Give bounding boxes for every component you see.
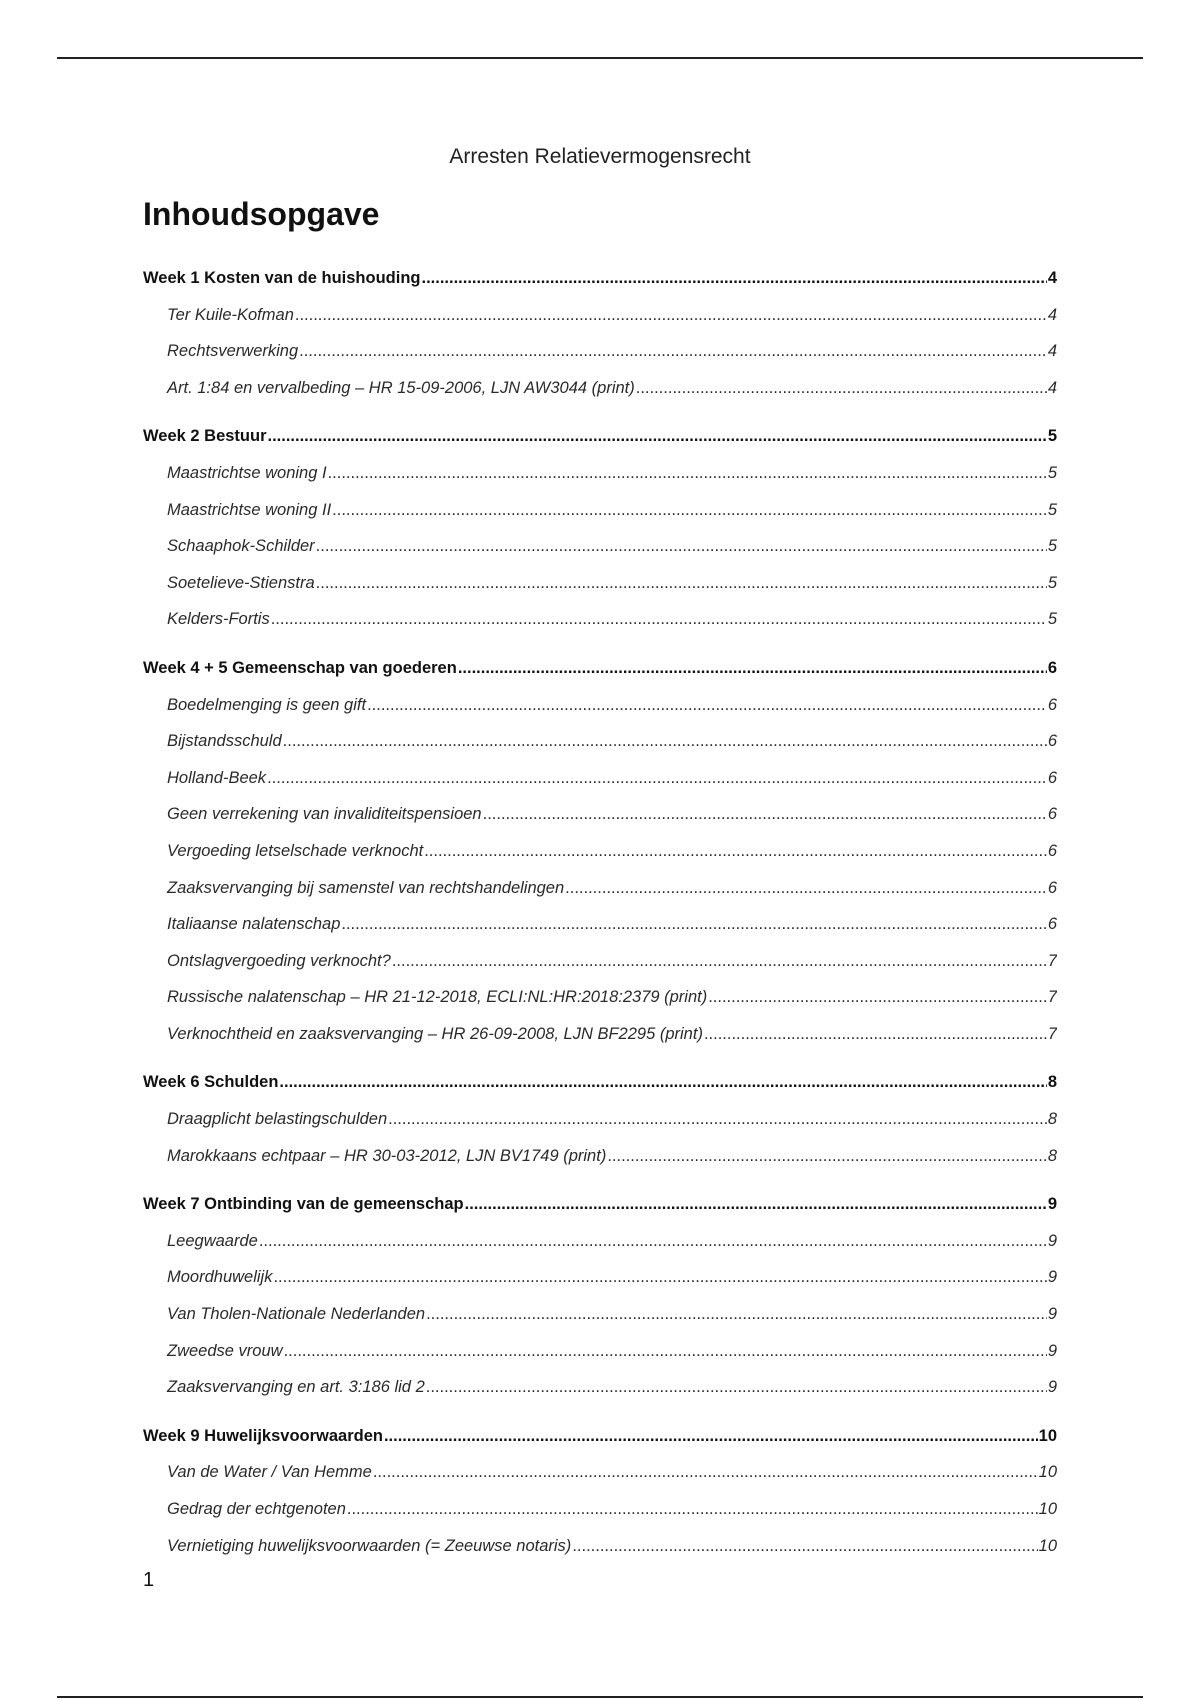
toc-week-entry-label: Week 2 Bestuur	[143, 427, 267, 446]
toc-case-entry-label: Ontslagvergoeding verknocht?	[167, 951, 391, 970]
dot-leader	[347, 1491, 1038, 1528]
toc-case-entry-page-number: 4	[1047, 378, 1057, 397]
dot-leader	[607, 1138, 1047, 1175]
dot-leader	[267, 760, 1047, 797]
toc-week-entry-label: Week 6 Schulden	[143, 1073, 279, 1092]
toc-case-entry-page-number: 4	[1047, 342, 1057, 361]
toc-case-entry-page-number: 6	[1047, 841, 1057, 860]
toc-week-entry-label: Week 7 Ontbinding van de gemeenschap	[143, 1195, 464, 1214]
toc-case-entry-page-number: 10	[1038, 1500, 1057, 1518]
toc-case-entry-page-number: 8	[1047, 1110, 1057, 1129]
toc-case-entry[interactable]	[143, 979, 1057, 1016]
toc-case-entry[interactable]	[143, 1369, 1057, 1406]
toc-case-entry-label: Marokkaans echtpaar – HR 30-03-2012, LJN BV1749 (print)	[167, 1146, 607, 1165]
toc-case-entry[interactable]	[143, 492, 1057, 529]
toc-case-entry-label: Ter Kuile-Kofman	[167, 305, 294, 324]
dot-leader	[572, 1528, 1037, 1565]
toc-case-entry-label: Draagplicht belastingschulden	[167, 1110, 388, 1129]
toc-case-entry[interactable]	[143, 723, 1057, 760]
toc-case-entry-label: Bijstandsschuld	[167, 732, 282, 751]
dot-leader	[565, 870, 1047, 907]
toc-case-entry[interactable]	[143, 1454, 1057, 1491]
toc-week-entry[interactable]	[143, 1064, 1057, 1101]
toc-case-entry-page-number: 9	[1047, 1341, 1057, 1360]
toc-week-entry-page-number: 10	[1038, 1426, 1057, 1445]
toc-case-entry-label: Vergoeding letselschade verknocht	[167, 841, 424, 860]
dot-leader	[426, 1369, 1047, 1406]
toc-case-entry-label: Soetelieve-Stienstra	[167, 573, 315, 592]
toc-case-entry[interactable]	[143, 870, 1057, 907]
toc-case-entry-page-number: 9	[1047, 1268, 1057, 1287]
toc-case-entry[interactable]	[143, 601, 1057, 638]
toc-case-entry-label: Zweedse vrouw	[167, 1341, 283, 1360]
dot-leader	[273, 1259, 1046, 1296]
toc-case-entry-page-number: 6	[1047, 915, 1057, 934]
dot-leader	[373, 1454, 1038, 1491]
toc-case-entry-page-number: 5	[1047, 610, 1057, 629]
toc-case-entry-page-number: 6	[1047, 695, 1057, 714]
toc-case-entry[interactable]	[143, 455, 1057, 492]
toc-week-entry[interactable]	[143, 1186, 1057, 1223]
dot-leader	[316, 528, 1047, 565]
page-bottom-rule	[57, 1696, 1143, 1698]
dot-leader	[392, 943, 1047, 980]
dot-leader	[424, 833, 1047, 870]
toc-section	[143, 260, 1057, 406]
dot-leader	[708, 979, 1047, 1016]
toc-case-entry[interactable]	[143, 333, 1057, 370]
toc-case-entry[interactable]	[143, 1016, 1057, 1053]
dot-leader	[279, 1064, 1046, 1101]
toc-case-entry[interactable]	[143, 1101, 1057, 1138]
dot-leader	[283, 723, 1047, 760]
dot-leader	[704, 1016, 1047, 1053]
toc-case-entry-label: Russische nalatenschap – HR 21-12-2018, ECLI:NL:HR:2018:2379 (print)	[167, 988, 708, 1007]
toc-week-entry-label: Week 9 Huwelijksvoorwaarden	[143, 1426, 383, 1445]
dot-leader	[341, 906, 1046, 943]
toc-case-entry-page-number: 5	[1047, 463, 1057, 482]
toc-case-entry-label: Zaaksvervanging en art. 3:186 lid 2	[167, 1378, 425, 1397]
toc-week-entry[interactable]	[143, 260, 1057, 297]
dot-leader	[458, 650, 1047, 687]
dot-leader	[316, 565, 1047, 602]
toc-week-entry-page-number: 8	[1047, 1073, 1057, 1092]
toc-case-entry-page-number: 10	[1038, 1536, 1057, 1555]
toc-case-entry-label: Leegwaarde	[167, 1231, 258, 1250]
dot-leader	[465, 1186, 1047, 1223]
dot-leader	[483, 796, 1047, 833]
dot-leader	[388, 1101, 1047, 1138]
toc-case-entry[interactable]	[143, 1296, 1057, 1333]
dot-leader	[422, 260, 1047, 297]
toc-case-entry-label: Boedelmenging is geen gift	[167, 695, 367, 714]
toc-case-entry-page-number: 5	[1047, 537, 1057, 556]
toc-case-entry-page-number: 6	[1047, 732, 1057, 751]
document-title: Arresten Relatievermogensrecht	[449, 145, 751, 168]
toc-case-entry-page-number: 5	[1047, 500, 1057, 519]
toc-case-entry[interactable]	[143, 687, 1057, 724]
toc-case-entry-page-number: 7	[1047, 1024, 1057, 1043]
toc-section	[143, 418, 1057, 638]
toc-case-entry-label: Schaaphok-Schilder	[167, 537, 315, 556]
toc-week-entry-label: Week 1 Kosten van de huishouding	[143, 269, 421, 287]
toc-case-entry-page-number: 7	[1047, 988, 1057, 1007]
page-top-rule	[57, 57, 1143, 59]
toc-case-entry-label: Van Tholen-Nationale Nederlanden	[167, 1305, 426, 1324]
toc-case-entry[interactable]	[143, 297, 1057, 334]
toc-week-entry[interactable]	[143, 1418, 1057, 1455]
toc-case-entry[interactable]	[143, 833, 1057, 870]
dot-leader	[332, 492, 1047, 529]
toc-section	[143, 1418, 1057, 1564]
toc-week-entry-page-number: 5	[1047, 427, 1057, 446]
toc-week-entry-page-number: 9	[1047, 1195, 1057, 1214]
toc-case-entry-page-number: 6	[1047, 768, 1057, 787]
toc-case-entry[interactable]	[143, 906, 1057, 943]
toc-section	[143, 1064, 1057, 1174]
dot-leader	[271, 601, 1047, 638]
toc-case-entry-label: Gedrag der echtgenoten	[167, 1500, 346, 1518]
toc-case-entry-page-number: 7	[1047, 951, 1057, 970]
toc-case-entry-label: Moordhuwelijk	[167, 1268, 273, 1287]
dot-leader	[384, 1418, 1038, 1455]
toc-case-entry-label: Vernietiging huwelijksvoorwaarden (= Zeeuwse notaris)	[167, 1536, 572, 1555]
toc-case-entry-page-number: 10	[1038, 1463, 1057, 1482]
toc-case-entry-page-number: 9	[1047, 1305, 1057, 1324]
toc-case-entry-label: Maastrichtse woning II	[167, 500, 332, 519]
dot-leader	[295, 297, 1047, 334]
toc-case-entry-label: Verknochtheid en zaaksvervanging – HR 26-09-2008, LJN BF2295 (print)	[167, 1024, 703, 1043]
toc-case-entry-label: Italiaanse nalatenschap	[167, 915, 341, 934]
dot-leader	[636, 370, 1047, 407]
toc-case-entry[interactable]	[143, 1491, 1057, 1528]
toc-case-entry-label: Holland-Beek	[167, 768, 267, 787]
toc-case-entry-page-number: 9	[1047, 1378, 1057, 1397]
dot-leader	[299, 333, 1047, 370]
toc-section	[143, 650, 1057, 1053]
toc-case-entry[interactable]	[143, 1259, 1057, 1296]
toc-case-entry-page-number: 6	[1047, 878, 1057, 897]
toc-case-entry-page-number: 8	[1047, 1146, 1057, 1165]
toc-case-entry[interactable]	[143, 1333, 1057, 1370]
toc-case-entry[interactable]	[143, 760, 1057, 797]
toc-case-entry-label: Zaaksvervanging bij samenstel van rechtshandelingen	[167, 878, 565, 897]
dot-leader	[367, 687, 1047, 724]
toc-case-entry[interactable]	[143, 943, 1057, 980]
toc-case-entry[interactable]	[143, 528, 1057, 565]
toc-week-entry-page-number: 6	[1047, 658, 1057, 677]
toc-week-entry-page-number: 4	[1047, 269, 1057, 287]
toc-case-entry[interactable]	[143, 370, 1057, 407]
toc-week-entry[interactable]	[143, 418, 1057, 455]
toc-case-entry[interactable]	[143, 565, 1057, 602]
toc-week-entry-label: Week 4 + 5 Gemeenschap van goederen	[143, 658, 457, 677]
toc-case-entry-label: Kelders-Fortis	[167, 610, 270, 629]
toc-case-entry[interactable]	[143, 1138, 1057, 1175]
toc-section	[143, 1186, 1057, 1406]
toc-week-entry[interactable]	[143, 650, 1057, 687]
dot-leader	[259, 1223, 1047, 1260]
toc-case-entry-page-number: 9	[1047, 1231, 1057, 1250]
toc-case-entry-label: Van de Water / Van Hemme	[167, 1463, 372, 1482]
table-of-contents	[143, 260, 1057, 1576]
dot-leader	[284, 1333, 1047, 1370]
toc-case-entry[interactable]	[143, 796, 1057, 833]
toc-case-entry-label: Art. 1:84 en vervalbeding – HR 15-09-2006, LJN AW3044 (print)	[167, 378, 635, 397]
toc-case-entry-page-number: 6	[1047, 805, 1057, 824]
dot-leader	[328, 455, 1047, 492]
toc-case-entry-label: Maastrichtse woning I	[167, 463, 327, 482]
toc-case-entry[interactable]	[143, 1223, 1057, 1260]
toc-case-entry-label: Rechtsverwerking	[167, 342, 299, 361]
toc-case-entry-page-number: 4	[1047, 305, 1057, 324]
page-number: 1	[143, 1569, 155, 1591]
toc-heading: Inhoudsopgave	[143, 196, 380, 232]
toc-case-entry-page-number: 5	[1047, 573, 1057, 592]
dot-leader	[268, 418, 1047, 455]
toc-case-entry[interactable]	[143, 1528, 1057, 1565]
dot-leader	[426, 1296, 1047, 1333]
toc-case-entry-label: Geen verrekening van invaliditeitspensioen	[167, 805, 482, 824]
